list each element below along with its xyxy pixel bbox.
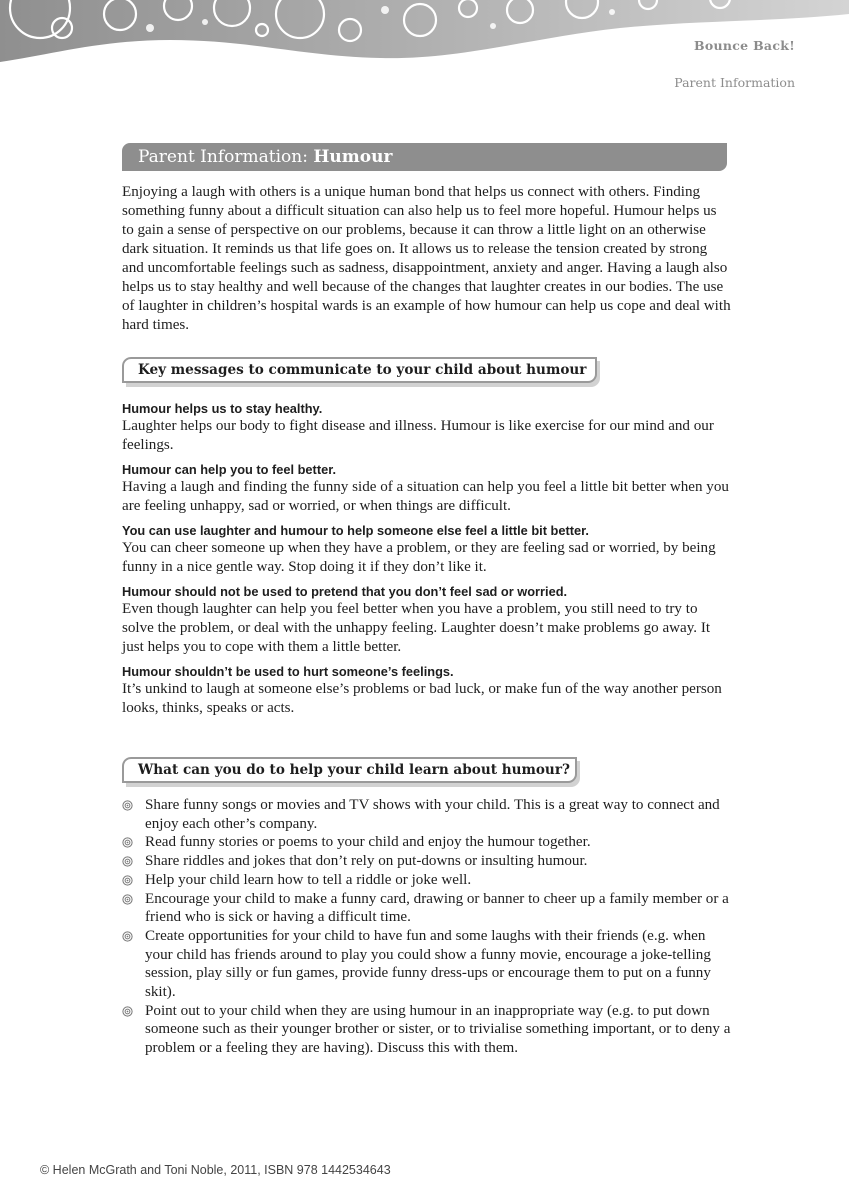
help-tips-list [122,796,732,1058]
key-message [122,461,732,516]
key-message [122,583,732,657]
page-title-topic: Humour [313,147,393,167]
key-message-body: You can cheer someone up when they have a problem, or they are feeling sad or worried, by being funny in a nice gentle way. Stop doing it if they don’t like it. [122,540,716,575]
key-message-body: Having a laugh and finding the funny side of a situation can help you feel a little bit better when you are feeling unhappy, sad or worried, or when things are difficult. [122,479,729,514]
list-item-text: Help your child learn how to tell a riddle or joke well. [145,871,472,888]
list-item [122,890,732,927]
section-label: Parent Information [674,75,795,90]
list-item [122,852,732,871]
key-message-body: Laughter helps our body to fight disease and illness. Humour is like exercise for our mind and our feelings. [122,418,714,453]
list-item [122,833,732,852]
key-messages-heading: Key messages to communicate to your child about humour [138,362,587,378]
page-title [138,145,392,169]
intro-paragraph: Enjoying a laugh with others is a unique human bond that helps us connect with others. Finding something funny about a difficult situation can also help us to feel more hopeful. Humour helps us to gain a sense of perspective on our problems, because it can throw a little light on an otherwise dark situation. It reminds us that life goes on. It allows us to release the tension created by strong and uncomfortable feelings such as sadness, disappointment, anxiety and anger. Having a laugh also helps us to stay healthy and well because of the changes that laughter creates in our bodies. The use of laughter in children’s hospital wards is an example of how humour can help us cope and deal with hard times. [122,184,731,333]
key-message-title: You can use laughter and humour to help someone else feel a little bit better. [122,523,589,538]
key-message [122,400,732,455]
key-message-title: Humour can help you to feel better. [122,462,337,477]
key-message-title: Humour shouldn’t be used to hurt someone’s feelings. [122,664,454,679]
key-message [122,663,732,718]
list-item [122,871,732,890]
bullseye-bullet-icon [122,856,133,867]
bullseye-bullet-icon [122,837,133,848]
list-item-text: Share funny songs or movies and TV shows with your child. This is a great way to connect and enjoy each other’s company. [145,797,720,832]
list-item [122,796,732,833]
bullseye-bullet-icon [122,894,133,905]
key-message-body: It’s unkind to laugh at someone else’s problems or bad luck, or make fun of the way another person looks, thinks, speaks or acts. [122,681,722,716]
list-item-text: Share riddles and jokes that don’t rely on put-downs or insulting humour. [145,853,588,870]
key-message-title: Humour helps us to stay healthy. [122,401,323,416]
key-message [122,522,732,577]
list-item [122,927,732,1002]
help-heading: What can you do to help your child learn about humour? [138,762,570,778]
page-title-prefix: Parent Information: [138,147,314,167]
key-message-title: Humour should not be used to pretend that you don’t feel sad or worried. [122,584,568,599]
list-item [122,1002,732,1058]
bullseye-bullet-icon [122,800,133,811]
bullseye-bullet-icon [122,931,133,942]
list-item-text: Read funny stories or poems to your child and enjoy the humour together. [145,834,591,851]
list-item-text: Create opportunities for your child to have fun and some laughs with their friends (e.g. when your child has friends around to play you could show a funny movie, encourage a joke-telling session, play silly or fun games, provide funny dress-ups or encourage them to put on a funny skit). [145,927,711,1001]
list-item-text: Point out to your child when they are using humour in an inappropriate way (e.g. to put down someone such as their younger brother or sister, or to trivialise something important, or to deny a problem or a feeling they are having). Discuss this with them. [145,1002,731,1057]
list-item-text: Encourage your child to make a funny card, drawing or banner to cheer up a family member or a friend who is sick or having a difficult time. [145,890,729,926]
bullseye-bullet-icon [122,1006,133,1017]
key-message-body: Even though laughter can help you feel better when you have a problem, you still need to try to solve the problem, or deal with the unhappy feeling. Laughter doesn’t make problems go away. It just helps you to cope with them a little better. [122,601,711,655]
bullseye-bullet-icon [122,875,133,886]
key-messages-list [122,400,732,724]
brand-title: Bounce Back! [693,38,795,53]
copyright-footer: © Helen McGrath and Toni Noble, 2011, ISBN 978 1442534643 [40,1163,391,1177]
